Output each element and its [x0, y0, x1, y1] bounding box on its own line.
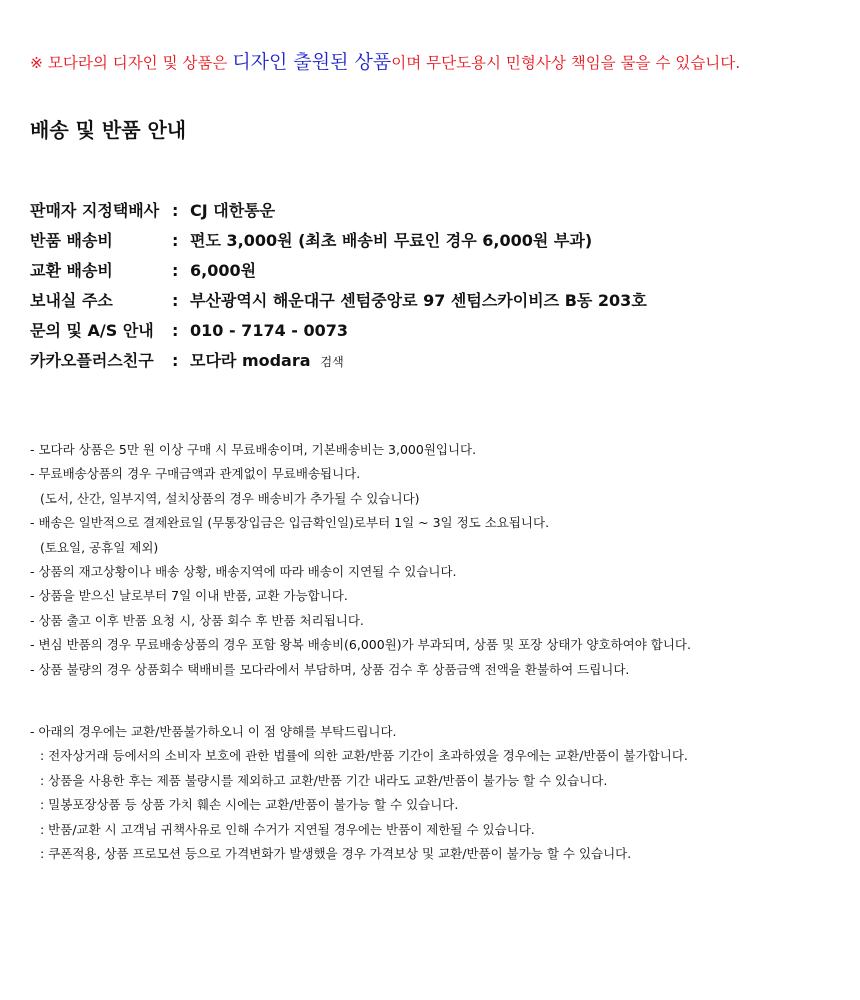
info-value	[190, 348, 344, 375]
info-separator: :	[172, 351, 179, 370]
exception-line: - 아래의 경우에는 교환/반품불가하오니 이 점 양해를 부탁드립니다.	[30, 724, 397, 739]
policy-line: - 변심 반품의 경우 무료배송상품의 경우 포함 왕복 배송비(6,000원)가 부과되며, 상품 및 포장 상태가 양호하여야 합니다.	[30, 637, 691, 653]
search-hint: 검색	[320, 355, 344, 369]
policy-line: (도서, 산간, 일부지역, 설치상품의 경우 배송비가 추가될 수 있습니다)	[40, 490, 420, 506]
info-label: 판매자 지정택배사	[30, 201, 160, 220]
info-value: 편도 3,000원 (최초 배송비 무료인 경우 6,000원 부과)	[190, 231, 593, 250]
info-separator: :	[172, 231, 179, 250]
shipping-policy-list	[30, 438, 850, 682]
info-label: 카카오플러스친구	[30, 351, 154, 370]
section-title: 배송 및 반품 안내	[30, 118, 187, 142]
exception-line: : 밀봉포장상품 등 상품 가치 훼손 시에는 교환/반품이 불가능 할 수 있습니다.	[40, 797, 459, 813]
notice-suffix: 이며 무단도용시 민형사상 책임을 물을 수 있습니다.	[391, 54, 741, 72]
info-row-kakao	[30, 348, 840, 378]
exception-line: : 쿠폰적용, 상품 프로모션 등으로 가격변화가 발생했을 경우 가격보상 및 교환/반품이 불가능 할 수 있습니다.	[40, 845, 632, 861]
info-label: 교환 배송비	[30, 261, 113, 280]
shipping-info-table	[30, 198, 840, 378]
info-separator: :	[172, 201, 179, 220]
policy-line: - 상품의 재고상황이나 배송 상황, 배송지역에 따라 배송이 지연될 수 있습니다.	[30, 563, 457, 579]
info-value: CJ 대한통운	[190, 201, 276, 220]
info-label: 문의 및 A/S 안내	[30, 321, 154, 340]
policy-line: - 상품 불량의 경우 상품회수 택배비를 모다라에서 부담하며, 상품 검수 후 상품금액 전액을 환불하여 드립니다.	[30, 661, 630, 677]
notice-prefix: ※ 모다라의 디자인 및 상품은	[30, 54, 233, 72]
info-separator: :	[172, 261, 179, 280]
policy-line: - 무료배송상품의 경우 구매금액과 관계없이 무료배송됩니다.	[30, 466, 361, 482]
info-row-contact	[30, 318, 840, 348]
info-label: 보내실 주소	[30, 291, 113, 310]
info-separator: :	[172, 291, 179, 310]
info-row-address	[30, 288, 840, 318]
copyright-notice	[30, 48, 850, 77]
info-separator: :	[172, 321, 179, 340]
exchange-exception-list	[30, 720, 850, 866]
exception-line: : 전자상거래 등에서의 소비자 보호에 관한 법률에 의한 교환/반품 기간이 초과하였을 경우에는 교환/반품이 불가합니다.	[40, 748, 688, 764]
info-value: 부산광역시 해운대구 센텀중앙로 97 센텀스카이비즈 B동 203호	[190, 291, 647, 310]
kakao-id: 모다라 modara	[190, 351, 311, 370]
info-row-exchange-fee	[30, 258, 840, 288]
notice-highlight: 디자인 출원된 상품	[232, 51, 392, 73]
exception-line: : 상품을 사용한 후는 제품 불량시를 제외하고 교환/반품 기간 내라도 교환/반품이 불가능 할 수 있습니다.	[40, 772, 608, 788]
exception-line: : 반품/교환 시 고객님 귀책사유로 인해 수거가 지연될 경우에는 반품이 제한될 수 있습니다.	[40, 821, 535, 837]
info-label: 반품 배송비	[30, 231, 113, 250]
policy-line: - 상품 출고 이후 반품 요청 시, 상품 회수 후 반품 처리됩니다.	[30, 612, 364, 628]
info-value: 010 - 7174 - 0073	[190, 321, 349, 340]
policy-line: - 모다라 상품은 5만 원 이상 구매 시 무료배송이며, 기본배송비는 3,000원입니다.	[30, 442, 477, 457]
info-row-return-fee	[30, 228, 840, 258]
policy-line: (토요일, 공휴일 제외)	[40, 539, 159, 555]
policy-line: - 배송은 일반적으로 결제완료일 (무통장입금은 입금확인일)로부터 1일 ~ 3일 정도 소요됩니다.	[30, 515, 550, 531]
info-value: 6,000원	[190, 261, 257, 280]
info-row-courier	[30, 198, 840, 228]
policy-line: - 상품을 받으신 날로부터 7일 이내 반품, 교환 가능합니다.	[30, 588, 348, 604]
